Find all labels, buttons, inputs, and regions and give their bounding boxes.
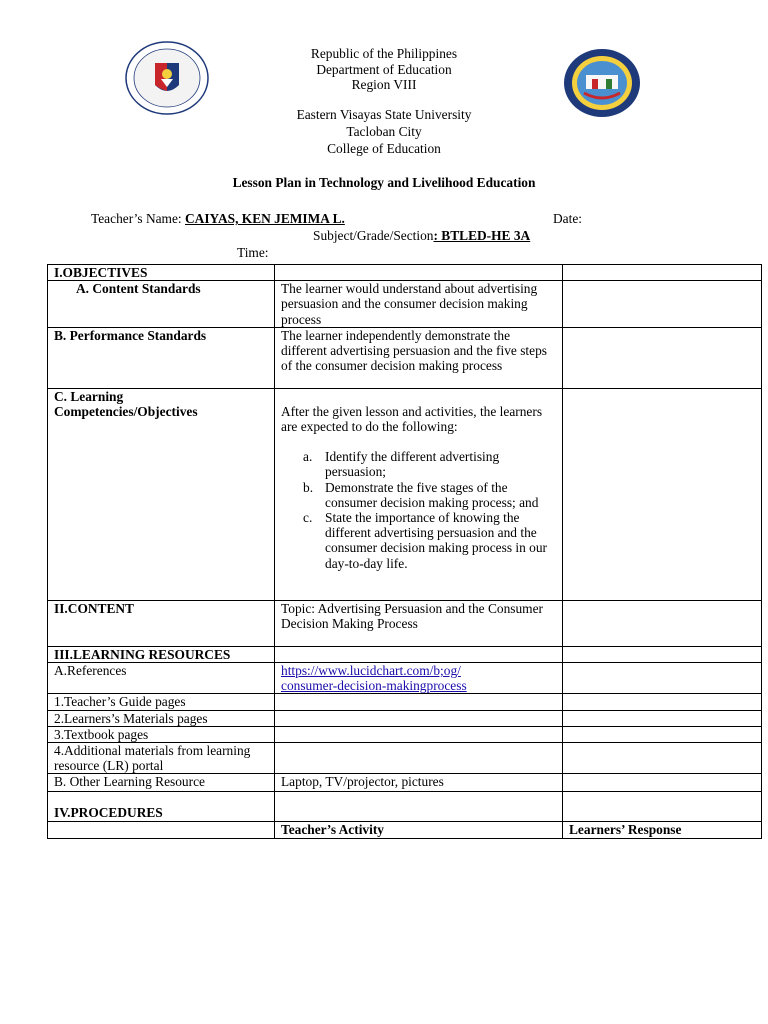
subject-line (313, 228, 530, 244)
table-row (48, 327, 762, 388)
learning-resources-heading: III.LEARNING RESOURCES (48, 646, 275, 662)
table-row (48, 822, 762, 838)
objectives-heading: I.OBJECTIVES (48, 265, 275, 281)
learners-response-header: Learners’ Response (563, 822, 762, 838)
teacher-name-line (91, 211, 345, 227)
subject-value: : BTLED-HE 3A (433, 228, 531, 243)
competencies-text (275, 388, 563, 600)
table-row (48, 710, 762, 726)
additional-materials-label: 4.Additional materials from learning resource (LR) portal (48, 743, 275, 774)
table-row (48, 600, 762, 646)
content-heading: II.CONTENT (48, 600, 275, 646)
header-republic: Republic of the Philippines (310, 46, 458, 61)
teachers-guide-label: 1.Teacher’s Guide pages (48, 694, 275, 710)
list-item: c. State the importance of knowing the different advertising persuasion and the consumer decision making process in our day-to-day life. (303, 510, 548, 571)
content-topic: Topic: Advertising Persuasion and the Consumer Decision Making Process (275, 600, 563, 646)
table-row (48, 774, 762, 792)
performance-standards-label: B. Performance Standards (48, 327, 275, 388)
date-label: Date: (553, 211, 582, 226)
table-row (48, 281, 762, 328)
teacher-activity-header: Teacher’s Activity (275, 822, 563, 838)
content-standards-text: The learner would understand about advertising persuasion and the consumer decision making process (275, 281, 563, 328)
header-department: Department of Education (316, 62, 452, 77)
table-row (48, 265, 762, 281)
references-label: A.References (48, 663, 275, 694)
list-item: a. Identify the different advertising persuasion; (303, 449, 500, 480)
competencies-label: C. Learning Competencies/Objectives (48, 388, 275, 600)
table-row (48, 663, 762, 694)
competencies-intro: After the given lesson and activities, the learners are expected to do the following: (281, 403, 543, 435)
document-title: Lesson Plan in Technology and Livelihood Education (232, 175, 536, 190)
other-resource-text: Laptop, TV/projector, pictures (275, 774, 563, 792)
teacher-name-label: Teacher’s Name: (91, 211, 185, 226)
table-row (48, 694, 762, 710)
list-item: b. Demonstrate the five stages of the consumer decision making process; and (303, 479, 539, 510)
other-resource-label: B. Other Learning Resource (48, 774, 275, 792)
competencies-list (281, 449, 556, 571)
header-city: Tacloban City (346, 124, 422, 139)
table-row (48, 388, 762, 600)
table-row (48, 743, 762, 774)
subject-label: Subject/Grade/Section (313, 228, 434, 243)
teacher-name-value: CAIYAS, KEN JEMIMA L. (185, 211, 345, 226)
learners-materials-label: 2.Learners’s Materials pages (48, 710, 275, 726)
time-label: Time: (237, 245, 269, 260)
reference-link-line-1[interactable]: https://www.lucidchart.com/b;og/ (281, 663, 461, 679)
procedures-heading: IV.PROCEDURES (48, 792, 275, 822)
lesson-plan-table (47, 264, 762, 839)
references-link[interactable] (275, 663, 563, 694)
table-row (48, 792, 762, 822)
content-standards-label: A. Content Standards (48, 281, 275, 328)
header-college: College of Education (327, 141, 441, 156)
header-university: Eastern Visayas State University (296, 107, 472, 122)
textbook-label: 3.Textbook pages (48, 726, 275, 742)
table-row (48, 726, 762, 742)
table-row (48, 646, 762, 662)
performance-standards-text: The learner independently demonstrate the different advertising persuasion and the five steps of the consumer decision making process (275, 327, 563, 388)
reference-link-line-2[interactable]: consumer-decision-makingprocess (281, 678, 467, 694)
header-region: Region VIII (351, 77, 417, 92)
